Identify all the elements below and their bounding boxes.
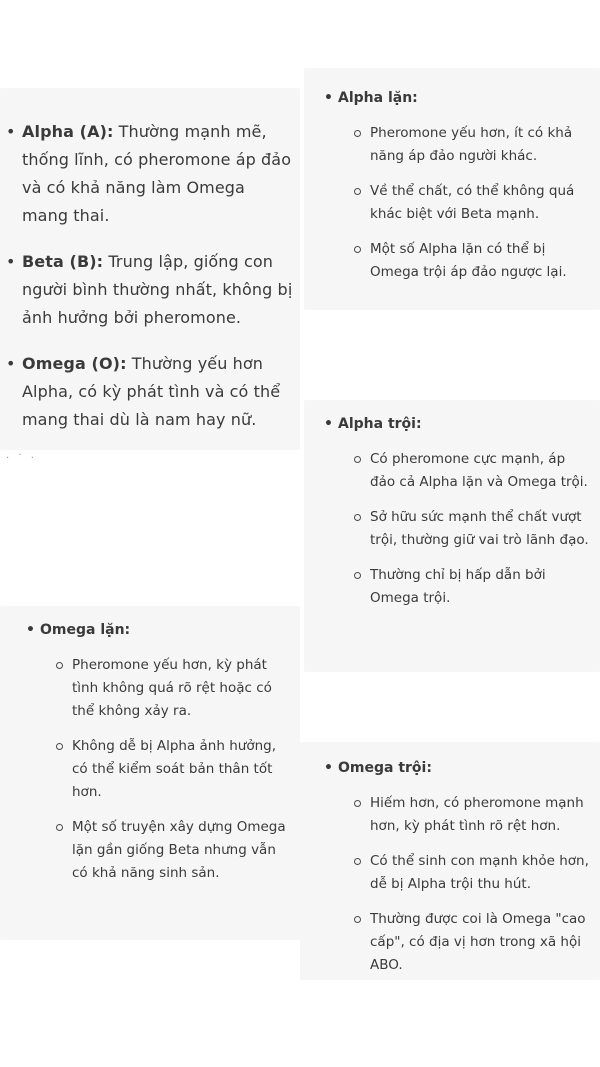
list-item: Một số truyện xây dựng Omega lặn gần giống Beta nhưng vẫn có khả năng sinh sản. [56,816,288,885]
alpha-lan-list [324,122,590,284]
list-item: Pheromone yếu hơn, ít có khả năng áp đảo người khác. [354,122,590,168]
desc-omega: Thường yếu hơn Alpha, có kỳ phát tình và có thể mang thai dù là nam hay nữ. [22,354,281,429]
main-list [4,118,294,434]
main-classification-card [0,88,300,450]
section-title-omega-troi: • Omega trội: [324,758,590,778]
alpha-troi-list [324,448,590,610]
term-alpha: Alpha (A): [22,122,114,141]
list-item: Có thể sinh con mạnh khỏe hơn, dễ bị Alpha trội thu hút. [354,850,590,896]
omega-troi-list [324,792,590,977]
decorative-dots: . · . [6,450,37,461]
list-item: Về thể chất, có thể không quá khác biệt với Beta mạnh. [354,180,590,226]
list-item: Thường được coi là Omega "cao cấp", có địa vị hơn trong xã hội ABO. [354,908,590,977]
list-item: Hiếm hơn, có pheromone mạnh hơn, kỳ phát tình rõ rệt hơn. [354,792,590,838]
list-item: Thường chỉ bị hấp dẫn bởi Omega trội. [354,564,590,610]
omega-troi-card [300,742,600,980]
list-item-beta [4,248,294,332]
term-beta: Beta (B): [22,252,104,271]
term-omega: Omega (O): [22,354,127,373]
list-item: Có pheromone cực mạnh, áp đảo cả Alpha lặn và Omega trội. [354,448,590,494]
list-item: Sở hữu sức mạnh thể chất vượt trội, thường giữ vai trò lãnh đạo. [354,506,590,552]
section-title-omega-lan: • Omega lặn: [26,620,288,640]
desc-alpha: Thường mạnh mẽ, thống lĩnh, có pheromone áp đảo và có khả năng làm Omega mang thai. [22,122,292,225]
alpha-troi-card [304,400,600,672]
list-item-omega [4,350,294,434]
section-title-alpha-lan: • Alpha lặn: [324,88,590,108]
list-item: Không dễ bị Alpha ảnh hưởng, có thể kiểm soát bản thân tốt hơn. [56,735,288,804]
list-item-alpha [4,118,294,230]
list-item: Một số Alpha lặn có thể bị Omega trội áp đảo ngược lại. [354,238,590,284]
alpha-lan-card [304,68,600,310]
desc-beta: Trung lập, giống con người bình thường nhất, không bị ảnh hưởng bởi pheromone. [22,252,293,327]
list-item: Pheromone yếu hơn, kỳ phát tình không quá rõ rệt hoặc có thể không xảy ra. [56,654,288,723]
section-title-alpha-troi: • Alpha trội: [324,414,590,434]
omega-lan-card [0,606,300,940]
omega-lan-list [26,654,288,885]
